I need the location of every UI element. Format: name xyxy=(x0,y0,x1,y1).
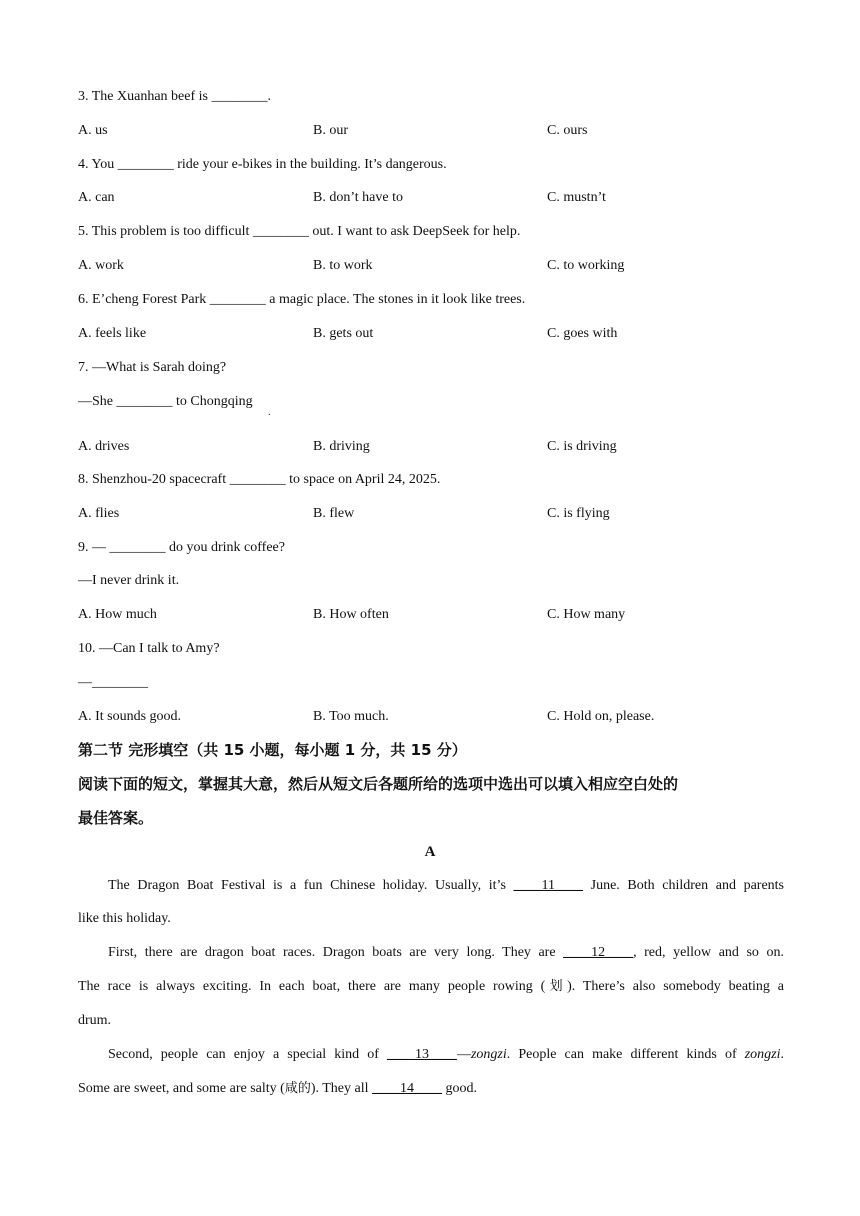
text: The Dragon Boat Festival is a fun Chinese holiday. Usually, it’s xyxy=(108,878,514,893)
blank-14: ____14____ xyxy=(372,1081,443,1096)
question-7-option-a: A. drives xyxy=(78,439,130,454)
text: , red, yellow and so on. xyxy=(633,945,784,960)
question-6-option-a: A. feels like xyxy=(78,326,147,341)
question-9-option-a: A. How much xyxy=(78,607,157,622)
passage-p2-line-3: drum. xyxy=(78,1013,112,1028)
chinese-gloss: 划 xyxy=(545,979,568,994)
question-5-option-c: C. to working xyxy=(547,258,625,273)
question-8-stem: 8. Shenzhou-20 spacecraft ________ to space on April 24, 2025. xyxy=(78,472,441,487)
question-3-option-c: C. ours xyxy=(547,123,588,138)
text-italic: zongzi xyxy=(470,1047,507,1062)
passage-title: A xyxy=(424,844,436,860)
passage-p3-line-1 xyxy=(108,1046,784,1064)
blank-13: ____13____ xyxy=(386,1047,457,1062)
section-instruction-line-1: 阅读下面的短文，掌握其大意，然后从短文后各题所给的选项中选出可以填入相应空白处的 xyxy=(78,775,679,793)
question-7-option-c: C. is driving xyxy=(547,439,617,454)
question-6-option-b: B. gets out xyxy=(313,326,374,341)
text: good. xyxy=(442,1081,478,1096)
question-6-option-c: C. goes with xyxy=(547,326,618,341)
question-4-option-a: A. can xyxy=(78,190,115,205)
question-3-option-a: A. us xyxy=(78,123,108,138)
question-8-option-b: B. flew xyxy=(313,506,355,521)
question-6-stem: 6. E’cheng Forest Park ________ a magic place. The stones in it look like trees. xyxy=(78,292,526,307)
passage-p2-line-2 xyxy=(78,978,784,996)
question-10-stem: 10. —Can I talk to Amy? xyxy=(78,641,220,656)
passage-p3-line-2 xyxy=(78,1080,477,1098)
question-9-reply: —I never drink it. xyxy=(78,573,180,588)
text: First, there are dragon boat races. Dragon boats are very long. They are xyxy=(108,945,564,960)
question-10-option-c: C. Hold on, please. xyxy=(547,709,655,724)
blank-12: ____12____ xyxy=(563,945,634,960)
question-5-option-a: A. work xyxy=(78,258,124,273)
text-italic: zongzi xyxy=(744,1047,781,1062)
question-7-reply: —She ________ to Chongqing xyxy=(78,394,253,409)
question-4-option-c: C. mustn’t xyxy=(547,190,606,205)
passage-p1-line-1 xyxy=(108,877,784,895)
text: . xyxy=(780,1047,784,1062)
text: Some are sweet, and some are salty ( xyxy=(78,1081,285,1096)
question-7-option-b: B. driving xyxy=(313,439,370,454)
question-3-option-b: B. our xyxy=(313,123,348,138)
question-10-option-a: A. It sounds good. xyxy=(78,709,182,724)
section-instruction-line-2: 最佳答案。 xyxy=(78,809,154,827)
text: Second, people can enjoy a special kind of xyxy=(108,1047,387,1062)
question-9-stem: 9. — ________ do you drink coffee? xyxy=(78,540,285,555)
question-5-option-b: B. to work xyxy=(313,258,373,273)
question-5-stem: 5. This problem is too difficult ________ out. I want to ask DeepSeek for help. xyxy=(78,224,521,239)
passage-p2-line-1 xyxy=(108,944,784,962)
question-9-option-b: B. How often xyxy=(313,607,389,622)
stray-dot-mark: . xyxy=(268,407,271,418)
question-4-option-b: B. don’t have to xyxy=(313,190,403,205)
question-10-reply: —________ xyxy=(78,675,148,690)
passage-p1-line-2: like this holiday. xyxy=(78,911,171,926)
section-heading: 第二节 完形填空（共 15 小题，每小题 1 分，共 15 分） xyxy=(78,741,467,759)
question-3-stem: 3. The Xuanhan beef is ________. xyxy=(78,89,271,104)
question-8-option-c: C. is flying xyxy=(547,506,610,521)
blank-11: ____11____ xyxy=(513,878,583,893)
question-10-option-b: B. Too much. xyxy=(313,709,389,724)
text: — xyxy=(456,1047,471,1062)
chinese-gloss: 咸的 xyxy=(284,1081,311,1096)
question-7-stem: 7. —What is Sarah doing? xyxy=(78,360,227,375)
text: June. Both children and parents xyxy=(583,878,785,893)
question-4-stem: 4. You ________ ride your e-bikes in the building. It’s dangerous. xyxy=(78,157,447,172)
question-8-option-a: A. flies xyxy=(78,506,120,521)
text: The race is always exciting. In each boat, there are many people rowing ( xyxy=(78,979,546,994)
text: ). They all xyxy=(310,1081,373,1096)
text: . People can make different kinds of xyxy=(506,1047,745,1062)
question-9-option-c: C. How many xyxy=(547,607,626,622)
text: ). There’s also somebody beating a xyxy=(567,979,784,994)
